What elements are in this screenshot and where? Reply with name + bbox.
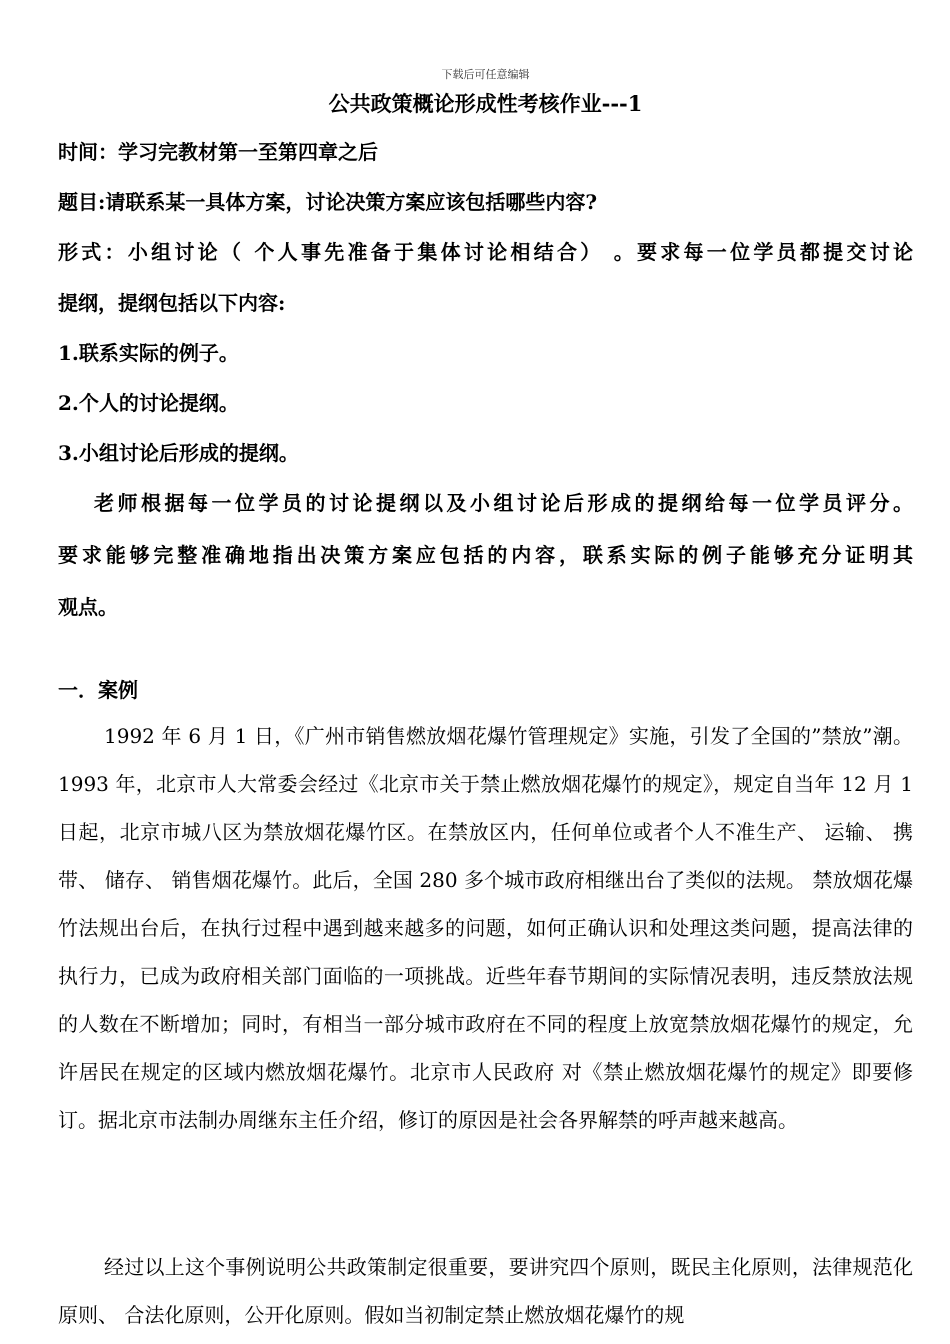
list-item-2: 2.个人的讨论提纲。 xyxy=(58,391,239,415)
time-line: 时间：学习完教材第一至第四章之后 xyxy=(58,140,378,164)
page-title: 公共政策概论形成性考核作业---1 xyxy=(328,91,643,116)
section-heading-case: 一．案例 xyxy=(58,678,138,702)
list-item-1: 1.联系实际的例子。 xyxy=(58,341,239,365)
grading-line-3: 观点。 xyxy=(58,595,118,619)
list-item-3: 3.小组讨论后形成的提纲。 xyxy=(58,441,299,465)
grading-line-1: 老师根据每一位学员的讨论提纲以及小组讨论后形成的提纲给每一位学员评分。 xyxy=(94,491,913,515)
topic-line: 题目:请联系某一具体方案，讨论决策方案应该包括哪些内容? xyxy=(58,190,598,214)
grading-line-2: 要求能够完整准确地指出决策方案应包括的内容，联系实际的例子能够充分证明其 xyxy=(58,543,913,567)
form-line-1: 形式：小组讨论（ 个人事先准备于集体讨论相结合） 。要求每一位学员都提交讨论 xyxy=(58,240,913,264)
form-line-2: 提纲，提纲包括以下内容: xyxy=(58,291,286,315)
case-paragraph-2: 经过以上这个事例说明公共政策制定很重要，要讲究四个原则，既民主化原则，法律规范化原则、 合法化原则，公开化原则。假如当初制定禁止燃放烟花爆竹的规 xyxy=(58,1255,913,1327)
case-paragraph-1: 1992 年 6 月 1 日，《广州市销售燃放烟花爆竹管理规定》实施，引发了全国的”禁放”潮。1993 年，北京市人大常委会经过《北京市关于禁止燃放烟花爆竹的规定》，规定自当年 12 月 1 日起，北京市城八区为禁放烟花爆竹区。在禁放区内，任何单位或者个人不准生产、 运输、 携带、 储存、 销售烟花爆竹。此后，全国 280 多个城市政府相继出台了类似的法规。 禁放烟花爆竹法规出台后，在执行过程中遇到越来越多的问题，如何正确认识和处理这类问题，提高法律的执行力，已成为政府相关部门面临的一项挑战。近些年春节期间的实际情况表明，违反禁放法规的人数在不断增加；同时，有相当一部分城市政府在不同的程度上放宽禁放烟花爆竹的规定，允许居民在规定的区域内燃放烟花爆竹。北京市人民政府 对《禁止燃放烟花爆竹的规定》即要修订。据北京市法制办周继东主任介绍，修订的原因是社会各界解禁的呼声越来越高。 xyxy=(58,724,913,1132)
watermark-text: 下载后可任意编辑 xyxy=(441,68,530,81)
